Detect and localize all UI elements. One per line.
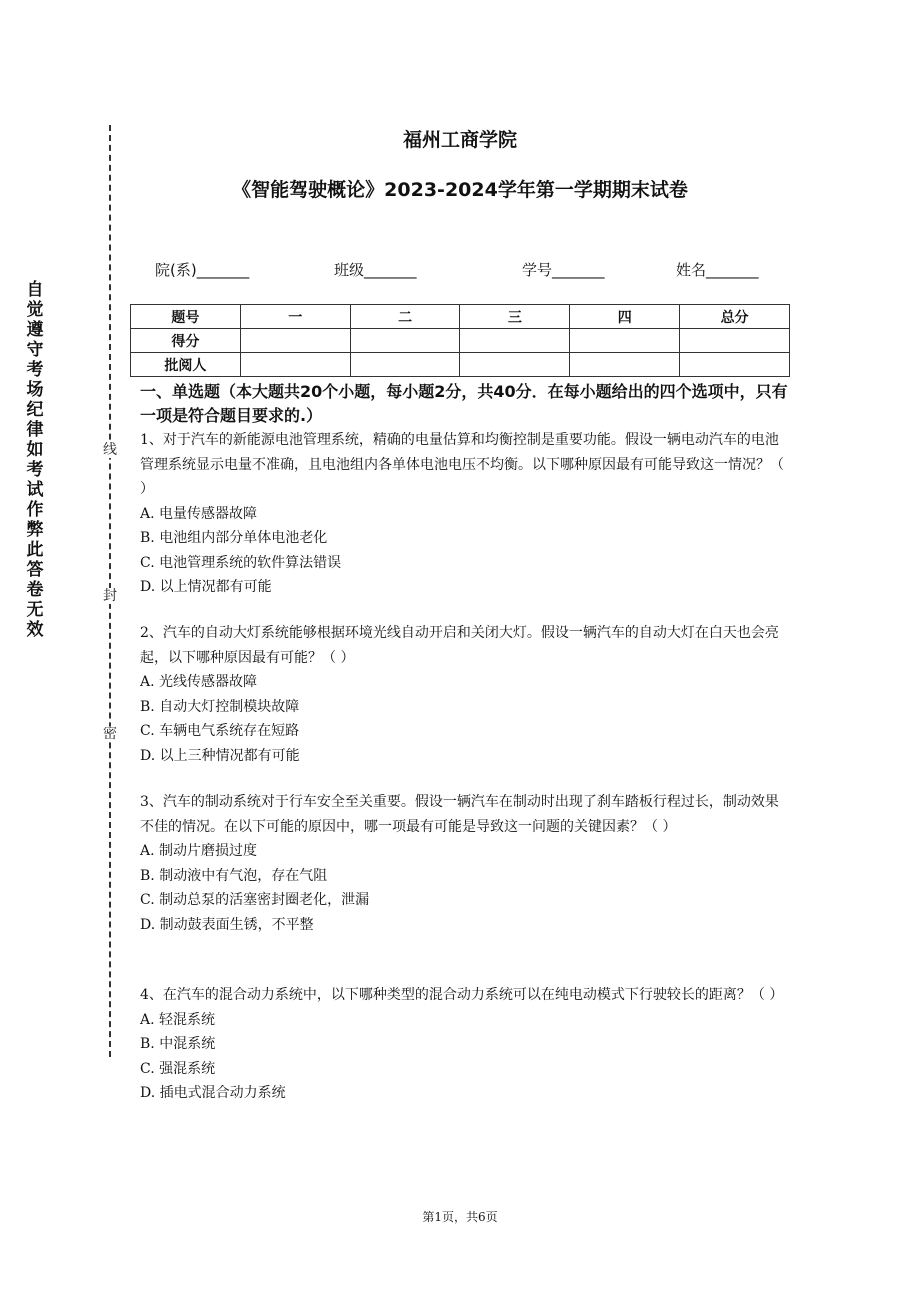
question-4 — [140, 983, 790, 1106]
question-stem: 3、汽车的制动系统对于行车安全至关重要。假设一辆汽车在制动时出现了刹车踏板行程过长，制动效果不佳的情况。在以下可能的原因中，哪一项最有可能是导致这一问题的关键因素？（ ） — [140, 794, 779, 835]
score-cell[interactable] — [240, 329, 350, 353]
option-b[interactable]: B. 制动液中有气泡，存在气阻 — [140, 867, 328, 884]
question-stem: 2、汽车的自动大灯系统能够根据环境光线自动开启和关闭大灯。假设一辆汽车的自动大灯在白天也会亮起，以下哪种原因最有可能？（ ） — [140, 625, 779, 666]
option-c[interactable]: C. 车辆电气系统存在短路 — [140, 723, 300, 739]
question-2 — [140, 621, 790, 768]
option-a[interactable]: A. 轻混系统 — [140, 1011, 216, 1028]
score-cell[interactable] — [570, 329, 680, 353]
score-cell[interactable] — [460, 329, 570, 353]
question-stem: 1、对于汽车的新能源电池管理系统，精确的电量估算和均衡控制是重要功能。假设一辆电动汽车的电池管理系统显示电量不准确，且电池组内各单体电池电压不均衡。以下哪种原因最有可能导致这一情况？（ ） — [140, 432, 784, 497]
table-header-cell: 总分 — [680, 305, 790, 329]
table-header-cell: 四 — [570, 305, 680, 329]
question-stem: 4、在汽车的混合动力系统中，以下哪种类型的混合动力系统可以在纯电动模式下行驶较长的距离？（ ） — [140, 987, 784, 1003]
table-header-cell: 三 — [460, 305, 570, 329]
option-a[interactable]: A. 光线传感器故障 — [140, 674, 258, 690]
score-row — [131, 329, 790, 353]
page-number-footer: 第1页，共6页 — [422, 1210, 498, 1224]
binding-mark-mi: 密 — [103, 726, 117, 742]
option-b[interactable]: B. 电池组内部分单体电池老化 — [140, 530, 328, 546]
option-d[interactable]: D. 插电式混合动力系统 — [140, 1085, 286, 1101]
table-header-cell: 二 — [350, 305, 460, 329]
exam-title: 《智能驾驶概论》2023-2024学年第一学期期末试卷 — [232, 179, 688, 201]
option-c[interactable]: C. 制动总泵的活塞密封圈老化，泄漏 — [140, 892, 370, 908]
class-field[interactable]: 班级_______ — [334, 261, 417, 279]
question-3 — [140, 790, 790, 937]
department-field[interactable]: 院(系)_______ — [155, 261, 250, 279]
table-header-cell: 一 — [240, 305, 350, 329]
option-b[interactable]: B. 自动大灯控制模块故障 — [140, 698, 300, 715]
grader-row — [131, 353, 790, 377]
score-cell[interactable] — [680, 329, 790, 353]
student-id-field[interactable]: 学号_______ — [522, 261, 605, 279]
grader-cell[interactable] — [350, 353, 460, 377]
grader-cell[interactable] — [570, 353, 680, 377]
exam-rules-vertical-note: 自觉遵守考场纪律如考试作弊此答卷无效 — [26, 280, 44, 640]
section-heading: 一、单选题（本大题共20个小题，每小题2分，共40分．在每小题给出的四个选项中，只有一项是符合题目要求的.） — [140, 382, 788, 425]
school-name: 福州工商学院 — [402, 129, 517, 151]
option-a[interactable]: A. 电量传感器故障 — [140, 505, 258, 522]
grader-cell[interactable] — [680, 353, 790, 377]
option-a[interactable]: A. 制动片磨损过度 — [140, 843, 258, 859]
option-c[interactable]: C. 强混系统 — [140, 1060, 216, 1077]
option-b[interactable]: B. 中混系统 — [140, 1036, 216, 1052]
grader-cell[interactable] — [240, 353, 350, 377]
score-cell[interactable] — [350, 329, 460, 353]
binding-mark-xian: 线 — [103, 442, 117, 458]
question-1 — [140, 428, 790, 600]
option-c[interactable]: C. 电池管理系统的软件算法错误 — [140, 554, 342, 571]
option-d[interactable]: D. 以上情况都有可能 — [140, 579, 272, 595]
name-field[interactable]: 姓名_______ — [676, 261, 759, 279]
row-label: 批阅人 — [131, 353, 241, 377]
table-header-cell: 题号 — [131, 305, 241, 329]
score-table-header-row — [131, 305, 790, 329]
binding-mark-feng: 封 — [103, 588, 117, 604]
score-table — [130, 304, 790, 377]
grader-cell[interactable] — [460, 353, 570, 377]
row-label: 得分 — [131, 329, 241, 353]
option-d[interactable]: D. 以上三种情况都有可能 — [140, 747, 300, 764]
option-d[interactable]: D. 制动鼓表面生锈，不平整 — [140, 916, 314, 933]
